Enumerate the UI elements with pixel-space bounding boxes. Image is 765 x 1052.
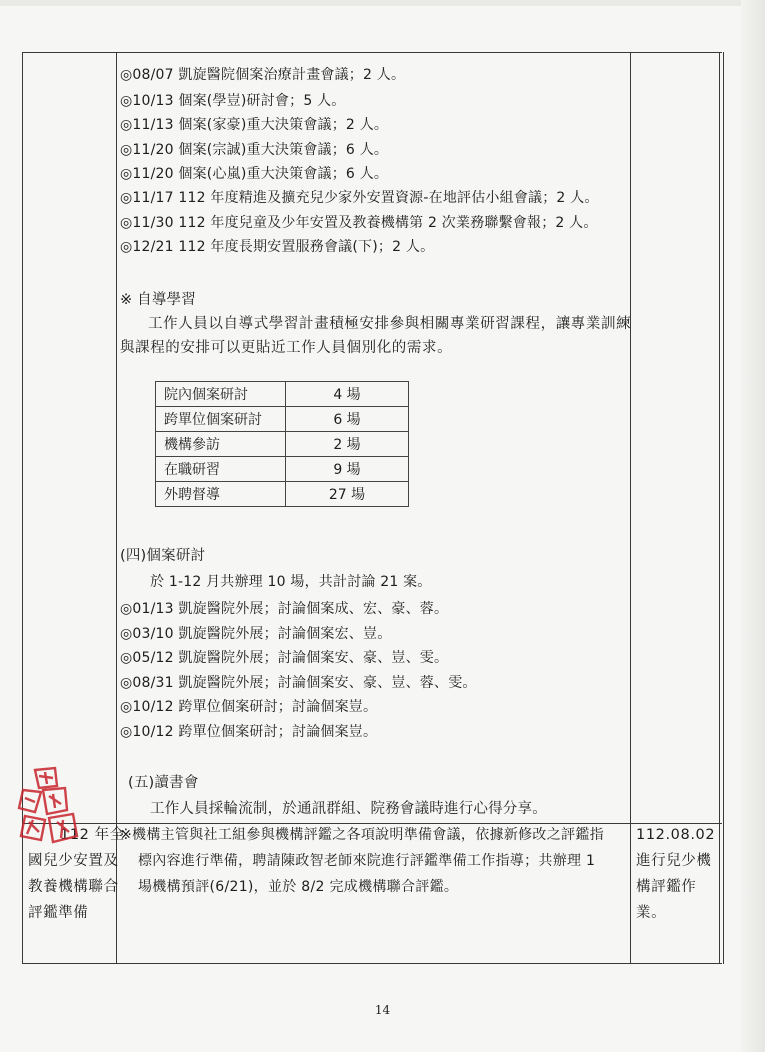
- evaluation-description-line: 場機構預評(6/21)，並於 8/2 完成機構聯合評鑑。: [138, 879, 459, 895]
- case-study-item: ◎01/13 凱旋醫院外展；討論個案成、宏、豪、蓉。: [120, 601, 449, 617]
- meeting-item: ◎11/17 112 年度精進及擴充兒少家外安置資源-在地評估小組會議；2 人。: [120, 190, 599, 206]
- self-study-heading: ※ 自導學習: [120, 292, 196, 308]
- table-row: [156, 482, 409, 507]
- case-study-item: ◎10/12 跨單位個案研討；討論個案豈。: [120, 699, 378, 715]
- meeting-item: ◎08/07 凱旋醫院個案治療計畫會議；2 人。: [120, 67, 406, 83]
- training-stats-table: [155, 381, 409, 507]
- evaluation-date-note: 112.08.02: [636, 827, 716, 843]
- stat-value: 9 場: [286, 457, 409, 482]
- stat-label: 在職研習: [156, 457, 286, 482]
- table-row: [156, 382, 409, 407]
- case-study-heading: (四)個案研討: [120, 548, 206, 564]
- evaluation-date-note: 進行兒少機: [636, 853, 712, 869]
- meeting-item: ◎11/20 個案(宗誠)重大決策會議；6 人。: [120, 142, 389, 158]
- meeting-item: ◎11/20 個案(心嵐)重大決策會議；6 人。: [120, 166, 389, 182]
- table-row: [156, 407, 409, 432]
- stat-label: 院內個案研討: [156, 382, 286, 407]
- reading-club-text: 工作人員採輪流制，於通訊群組、院務會議時進行心得分享。: [150, 801, 547, 817]
- evaluation-description-line: ※機構主管與社工組參與機構評鑑之各項說明準備會議，依據新修改之評鑑指: [120, 827, 604, 843]
- table-top-border: [22, 52, 722, 53]
- meeting-item: ◎10/13 個案(學豈)研討會；5 人。: [120, 93, 346, 109]
- stat-label: 外聘督導: [156, 482, 286, 507]
- table-right-border: [719, 52, 724, 964]
- stat-label: 機構參訪: [156, 432, 286, 457]
- page-number: 14: [374, 1003, 391, 1017]
- meeting-item: ◎11/13 個案(家豪)重大決策會議；2 人。: [120, 117, 389, 133]
- self-study-paragraph-line: 與課程的安排可以更貼近工作人員個別化的需求。: [120, 340, 453, 356]
- reading-club-heading: (五)讀書會: [128, 775, 199, 791]
- case-study-item: ◎03/10 凱旋醫院外展；討論個案宏、豈。: [120, 626, 392, 642]
- page-right-edge: [741, 0, 765, 1052]
- table-bottom-border: [22, 963, 722, 964]
- evaluation-date-note: 構評鑑作: [636, 879, 697, 895]
- evaluation-item-title: 國兒少安置及: [28, 853, 119, 869]
- stat-value: 4 場: [286, 382, 409, 407]
- stat-value: 6 場: [286, 407, 409, 432]
- column-divider-2: [630, 52, 631, 964]
- meeting-item: ◎11/30 112 年度兒童及少年安置及教養機構第 2 次業務聯繫會報；2 人。: [120, 215, 598, 231]
- evaluation-description-line: 標內容進行準備，聘請陳政智老師來院進行評鑑準備工作指導；共辦理 1: [138, 853, 596, 869]
- case-study-item: ◎10/12 跨單位個案研討；討論個案豈。: [120, 724, 378, 740]
- page-top-edge: [0, 0, 765, 6]
- evaluation-item-title: 112 年全: [60, 827, 125, 843]
- evaluation-date-note: 業。: [636, 905, 667, 921]
- case-study-item: ◎05/12 凱旋醫院外展；討論個案安、豪、豈、雯。: [120, 650, 449, 666]
- meeting-item: ◎12/21 112 年度長期安置服務會議(下)；2 人。: [120, 239, 435, 255]
- red-seal-stamp: [5, 760, 87, 848]
- stat-label: 跨單位個案研討: [156, 407, 286, 432]
- self-study-paragraph-line: 工作人員以自導式學習計畫積極安排參與相關專業研習課程，讓專業訓練: [148, 316, 632, 332]
- table-row: [156, 432, 409, 457]
- stat-value: 2 場: [286, 432, 409, 457]
- table-row: [156, 457, 409, 482]
- case-study-summary: 於 1-12 月共辦理 10 場，共計討論 21 案。: [150, 574, 432, 590]
- evaluation-item-title: 評鑑準備: [28, 905, 89, 921]
- evaluation-item-title: 教養機構聯合: [28, 879, 119, 895]
- stat-value: 27 場: [286, 482, 409, 507]
- case-study-item: ◎08/31 凱旋醫院外展；討論個案安、豪、豈、蓉、雯。: [120, 675, 477, 691]
